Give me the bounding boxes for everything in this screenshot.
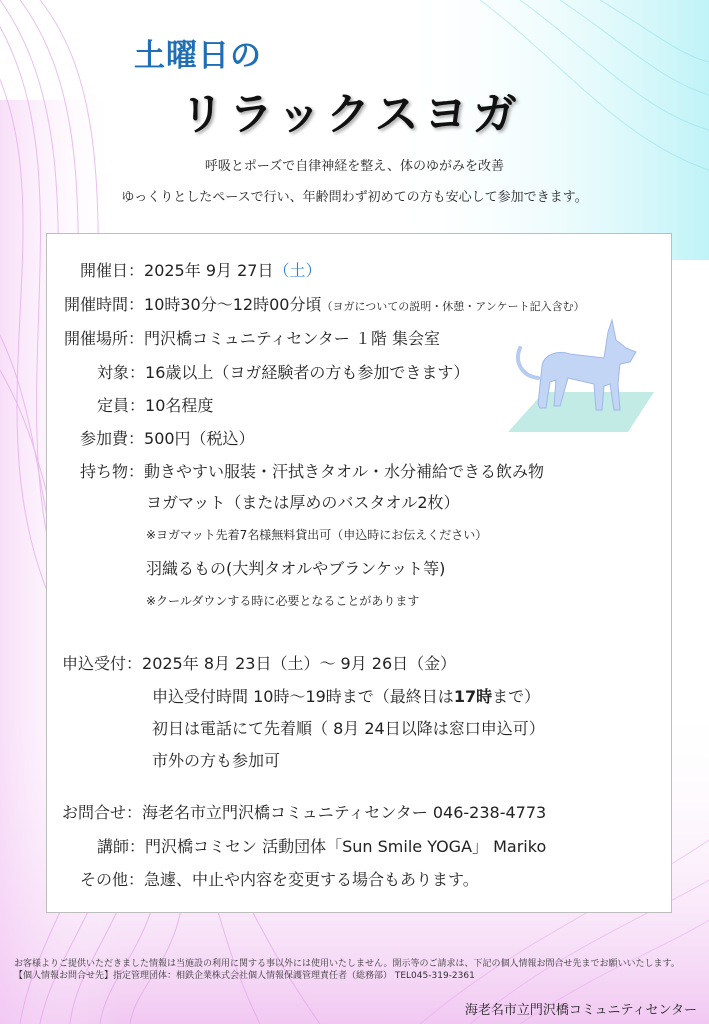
other-value: 急遽、中止や内容を変更する場合もあります。: [144, 870, 479, 889]
intro-line2: ゆっくりとしたペースで行い、年齢問わず初めての方も安心して参加できます。: [121, 190, 588, 205]
capacity-row: [97, 393, 213, 416]
instructor-row: [97, 834, 546, 857]
privacy-note: お客様よりご提供いただきました情報は当施設の利用に関する事以外には使用いたしません。開示等のご請求は、下記の個人情報お問合せ先までお願いいたします。: [14, 959, 680, 969]
belongings-note2: ※クールダウンする時に必要となることがあります: [146, 594, 420, 608]
date-value: 2025年 9月 27日: [144, 261, 274, 280]
target-value: 16歳以上（ヨガ経験者の方も参加できます）: [145, 363, 470, 382]
application-hours: [152, 684, 540, 707]
belongings-note1: ※ヨガマット先着7名様無料貸出可（申込時にお伝えください）: [146, 528, 488, 542]
application-line2: 初日は電話にて先着順（ 8月 24日以降は窓口申込可）: [152, 719, 545, 738]
date-label: 開催日：: [80, 261, 145, 280]
title-line1: 土曜日の: [134, 38, 262, 74]
target-label: 対象：: [97, 363, 146, 382]
capacity-label: 定員：: [97, 396, 146, 415]
time-value: 10時30分～12時00分頃: [144, 295, 322, 314]
date-row: [80, 258, 321, 281]
application-hours-bold: 17時: [453, 687, 493, 706]
venue-value: 門沢橋コミュニティセンター １階 集会室: [144, 329, 440, 348]
venue-label: 開催場所：: [64, 329, 145, 348]
application-line3: 市外の方も参加可: [152, 751, 281, 770]
privacy-contact: 【個人情報お問合せ先】指定管理団体：相鉄企業株式会社個人情報保護管理責任者（総務部） TEL045-319-2361: [14, 971, 475, 981]
date-day: （土）: [273, 261, 322, 280]
time-label: 開催時間：: [64, 295, 145, 314]
belongings-line2: ヨガマット（または厚めのバスタオル2枚）: [146, 493, 460, 512]
belongings-line3: 羽織るもの(大判タオルやブランケット等): [146, 559, 446, 578]
other-label: その他：: [80, 870, 145, 889]
fee-value: 500円（税込）: [144, 429, 255, 448]
title-main: リラックスヨガ: [180, 89, 522, 140]
application-hours-pre: 申込受付時間 10時～19時まで（最終日は: [152, 687, 454, 706]
belongings-row: [80, 459, 544, 482]
instructor-value: 門沢橋コミセン 活動団体「Sun Smile YOGA」 Mariko: [145, 837, 547, 856]
contact-value: 海老名市立門沢橋コミュニティセンター 046-238-4773: [142, 803, 547, 822]
application-label: 申込受付：: [62, 654, 143, 673]
fee-label: 参加費：: [80, 429, 145, 448]
contact-label: お問合せ：: [62, 803, 143, 822]
belongings-line1: 動きやすい服装・汗拭きタオル・水分補給できる飲み物: [144, 462, 545, 481]
application-hours-post: まで）: [492, 687, 541, 706]
contact-row: [62, 800, 546, 823]
application-row: [62, 651, 456, 674]
intro-line1: 呼吸とポーズで自律神経を整え、体のゆがみを改善: [204, 159, 505, 174]
time-note: （ヨガについての説明・休憩・アンケート記入含む）: [321, 300, 585, 313]
application-value: 2025年 8月 23日（土）～ 9月 26日（金）: [142, 654, 457, 673]
target-row: [97, 360, 469, 383]
venue-row: [64, 326, 440, 349]
fee-row: [80, 426, 255, 449]
belongings-label: 持ち物：: [80, 462, 145, 481]
time-row: [64, 292, 585, 315]
yoga-cat-illustration: [508, 318, 654, 434]
capacity-value: 10名程度: [145, 396, 214, 415]
other-row: [80, 867, 479, 890]
footer-organization: 海老名市立門沢橋コミュニティセンター: [464, 1003, 697, 1018]
instructor-label: 講師：: [97, 837, 146, 856]
